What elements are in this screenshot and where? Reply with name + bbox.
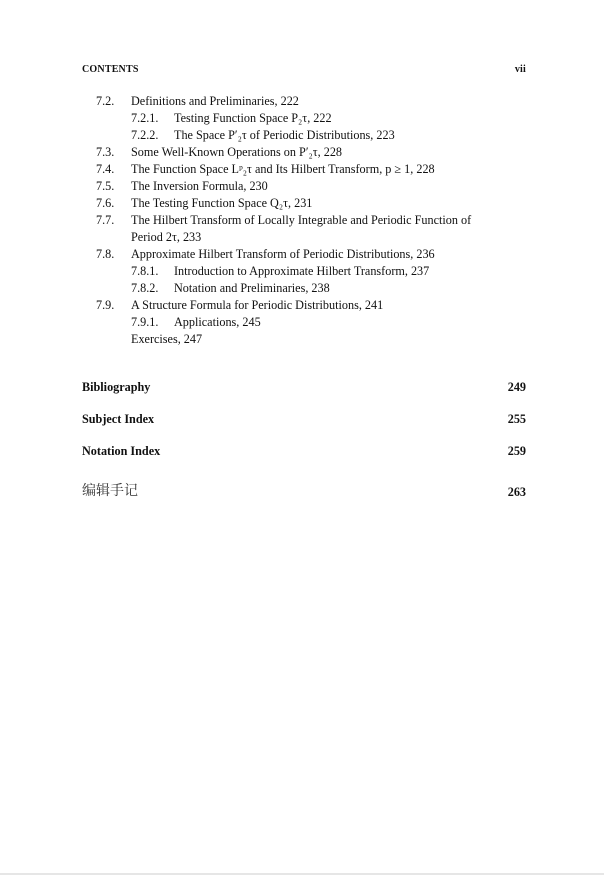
toc-entry-7-7-continued[interactable] [0,229,604,246]
running-head-title: CONTENTS [82,64,139,75]
toc-entry-number: 7.3. [96,145,115,159]
toc-entry-7-2-1[interactable] [0,110,604,127]
toc-entry-title: The Function Space Lᵖ₂τ and Its Hilbert Transform, p ≥ 1, 228 [131,162,435,176]
toc-entry-number: 7.2.1. [131,111,159,125]
toc-entry-7-8-2[interactable] [0,280,604,297]
toc-entry-number: 7.8.1. [131,264,159,278]
toc-entry-title: Notation and Preliminaries, 238 [174,281,330,295]
toc-entry-7-8[interactable] [0,246,604,263]
chapter-title: 编辑手记 [82,483,138,499]
chapter-title: Bibliography [82,380,151,394]
toc-entry-title: The Testing Function Space Q₂τ, 231 [131,196,313,210]
toc-entry-7-4[interactable] [0,161,604,178]
toc-entry-title: Testing Function Space P₂τ, 222 [174,111,332,125]
chapter-title: Subject Index [82,412,155,426]
toc-entry-title: Definitions and Preliminaries, 222 [131,94,299,108]
toc-entry-title: Period 2τ, 233 [131,230,202,244]
toc-entry-number: 7.2. [96,94,115,108]
chapter-entry-subject-index[interactable] [82,410,526,428]
chapter-entry-notation-index[interactable] [82,442,526,460]
chapter-page-number: 255 [507,412,526,426]
toc-entry-title: The Space P′₂τ of Periodic Distributions, 223 [174,128,395,142]
toc-entry-exercises[interactable] [0,331,604,348]
toc-entry-7-9[interactable] [0,297,604,314]
toc-entry-number: 7.5. [96,179,115,193]
toc-entry-7-9-1[interactable] [0,314,604,331]
toc-entry-title: Introduction to Approximate Hilbert Transform, 237 [174,264,430,278]
chapter-page-number: 249 [507,380,526,394]
toc-entry-number: 7.9. [96,298,115,312]
page-number: vii [514,64,526,75]
toc-entry-title: The Hilbert Transform of Locally Integrable and Periodic Function of [131,213,472,227]
toc-entry-7-2[interactable] [0,93,604,110]
toc-entry-7-5[interactable] [0,178,604,195]
toc-entry-title: Some Well-Known Operations on P′₂τ, 228 [131,145,343,159]
toc-entry-number: 7.7. [96,213,115,227]
toc-entry-7-8-1[interactable] [0,263,604,280]
toc-entry-number: 7.6. [96,196,115,210]
toc-entry-number: 7.8. [96,247,115,261]
table-of-contents [0,93,604,348]
toc-entry-title: Applications, 245 [174,315,261,329]
toc-entry-title: Approximate Hilbert Transform of Periodic Distributions, 236 [131,247,435,261]
chapter-page-number: 263 [507,485,526,499]
chapter-entry-bibliography[interactable] [82,378,526,396]
toc-entry-7-6[interactable] [0,195,604,212]
chapter-entry-editor-notes[interactable] [82,482,526,500]
chapter-page-number: 259 [507,444,526,458]
toc-entry-number: 7.2.2. [131,128,159,142]
toc-entry-title: The Inversion Formula, 230 [131,179,268,193]
toc-entry-7-2-2[interactable] [0,127,604,144]
toc-entry-number: 7.4. [96,162,115,176]
toc-entry-title: A Structure Formula for Periodic Distributions, 241 [131,298,384,312]
toc-entry-title: Exercises, 247 [131,332,203,346]
toc-entry-7-3[interactable] [0,144,604,161]
toc-entry-7-7[interactable] [0,212,604,229]
chapter-title: Notation Index [82,444,161,458]
toc-entry-number: 7.9.1. [131,315,159,329]
toc-entry-number: 7.8.2. [131,281,159,295]
